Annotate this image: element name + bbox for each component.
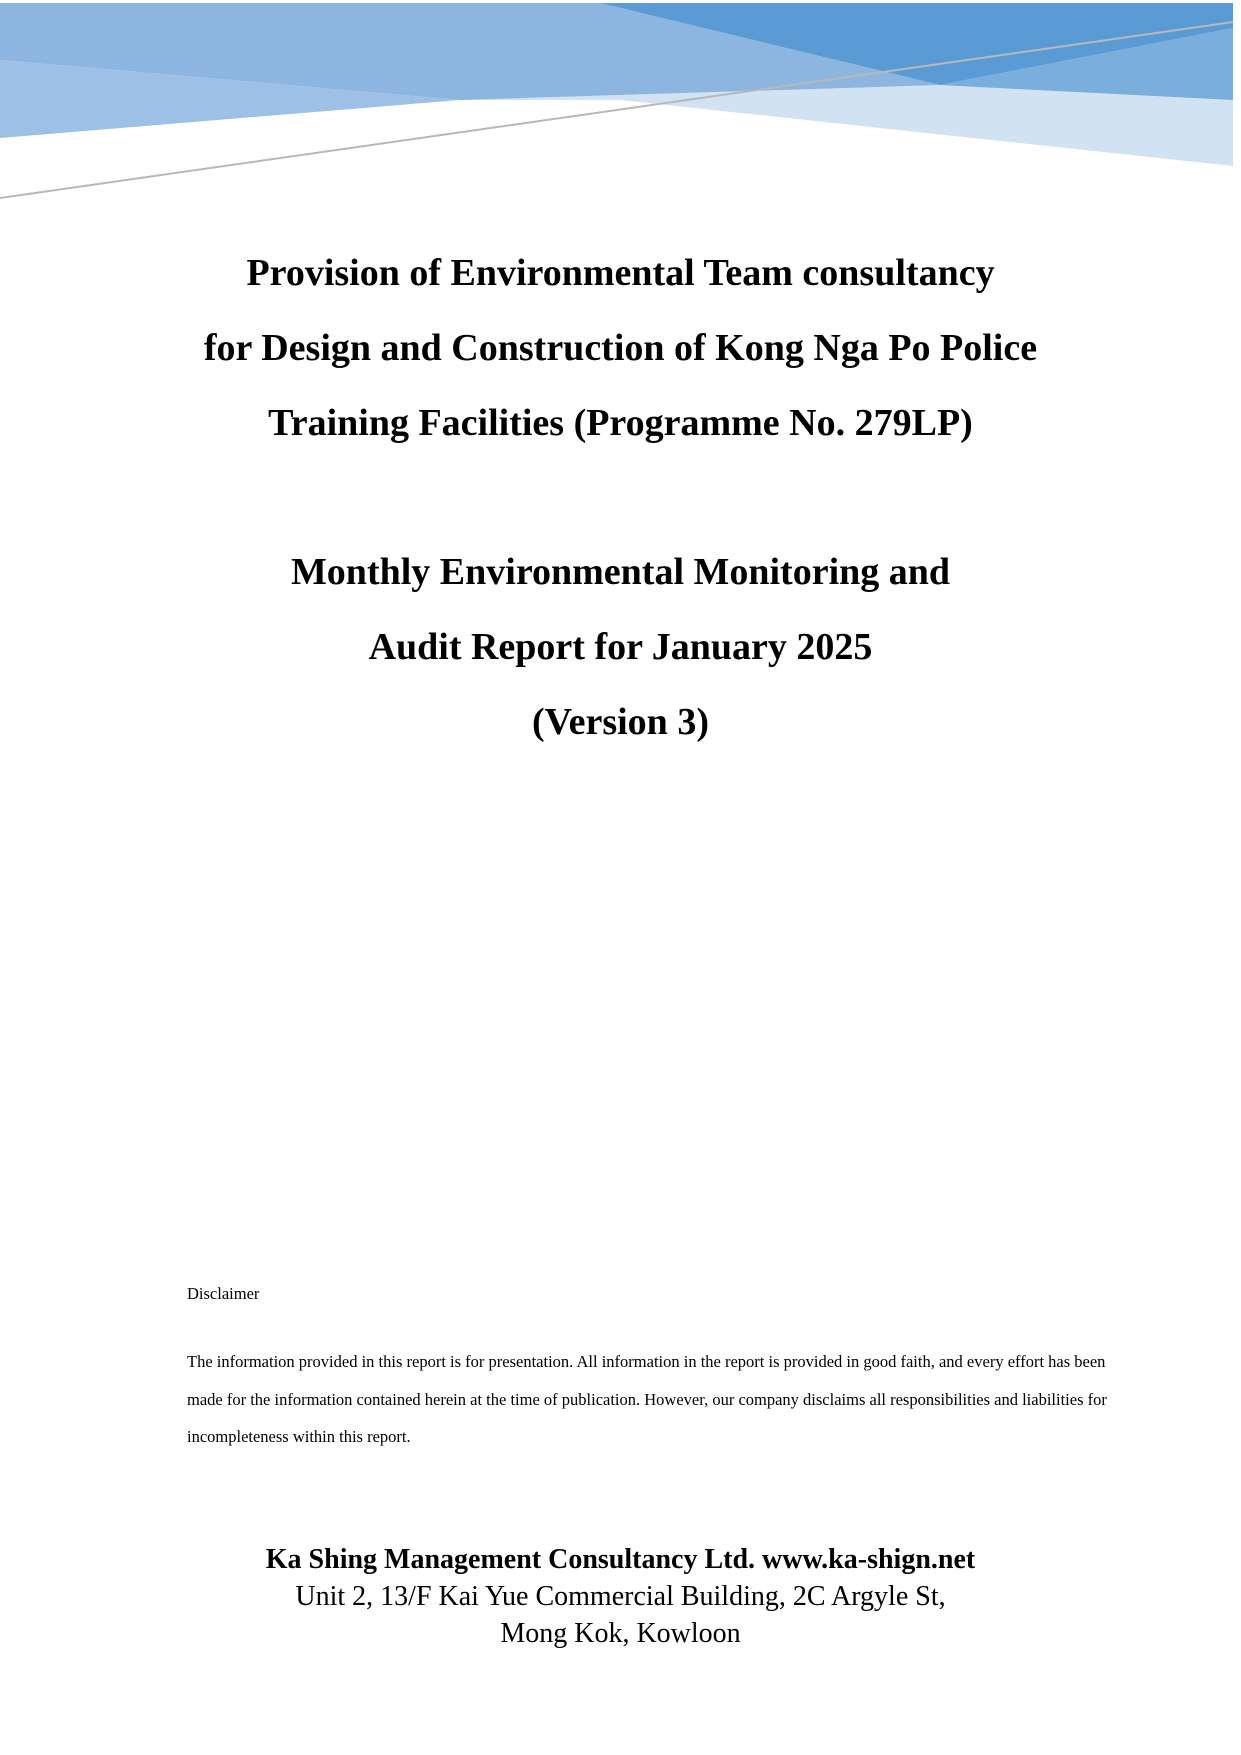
disclaimer-body: The information provided in this report is for presentation. All information in the report is provided in good faith, and every effort has been made for the information contained herein at the time of publication. However, our company disclaims all responsibilities and liabilities for incompleteness within this report. <box>187 1352 1107 1446</box>
subtitle-version: (Version 3) <box>532 701 709 743</box>
company-name-website: Ka Shing Management Consultancy Ltd. www.ka-shign.net <box>265 1544 976 1575</box>
disclaimer-heading: Disclaimer <box>187 1284 260 1303</box>
company-footer <box>0 1541 1241 1652</box>
subtitle-line-1: Monthly Environmental Monitoring and <box>290 551 951 593</box>
header-banner <box>0 0 1241 200</box>
title-line-1: Provision of Environmental Team consultancy <box>246 252 995 294</box>
address-line-2: Mong Kok, Kowloon <box>500 1618 741 1649</box>
title-line-2: for Design and Construction of Kong Nga Po Police <box>203 327 1038 369</box>
decorative-banner-graphic <box>0 0 1241 200</box>
report-subtitle <box>0 535 1241 760</box>
address-line-1: Unit 2, 13/F Kai Yue Commercial Building, 2C Argyle St, <box>295 1581 946 1612</box>
disclaimer-section <box>187 1282 1127 1456</box>
report-title <box>0 236 1241 461</box>
title-line-3: Training Facilities (Programme No. 279LP) <box>268 402 973 444</box>
subtitle-line-2: Audit Report for January 2025 <box>368 626 873 668</box>
